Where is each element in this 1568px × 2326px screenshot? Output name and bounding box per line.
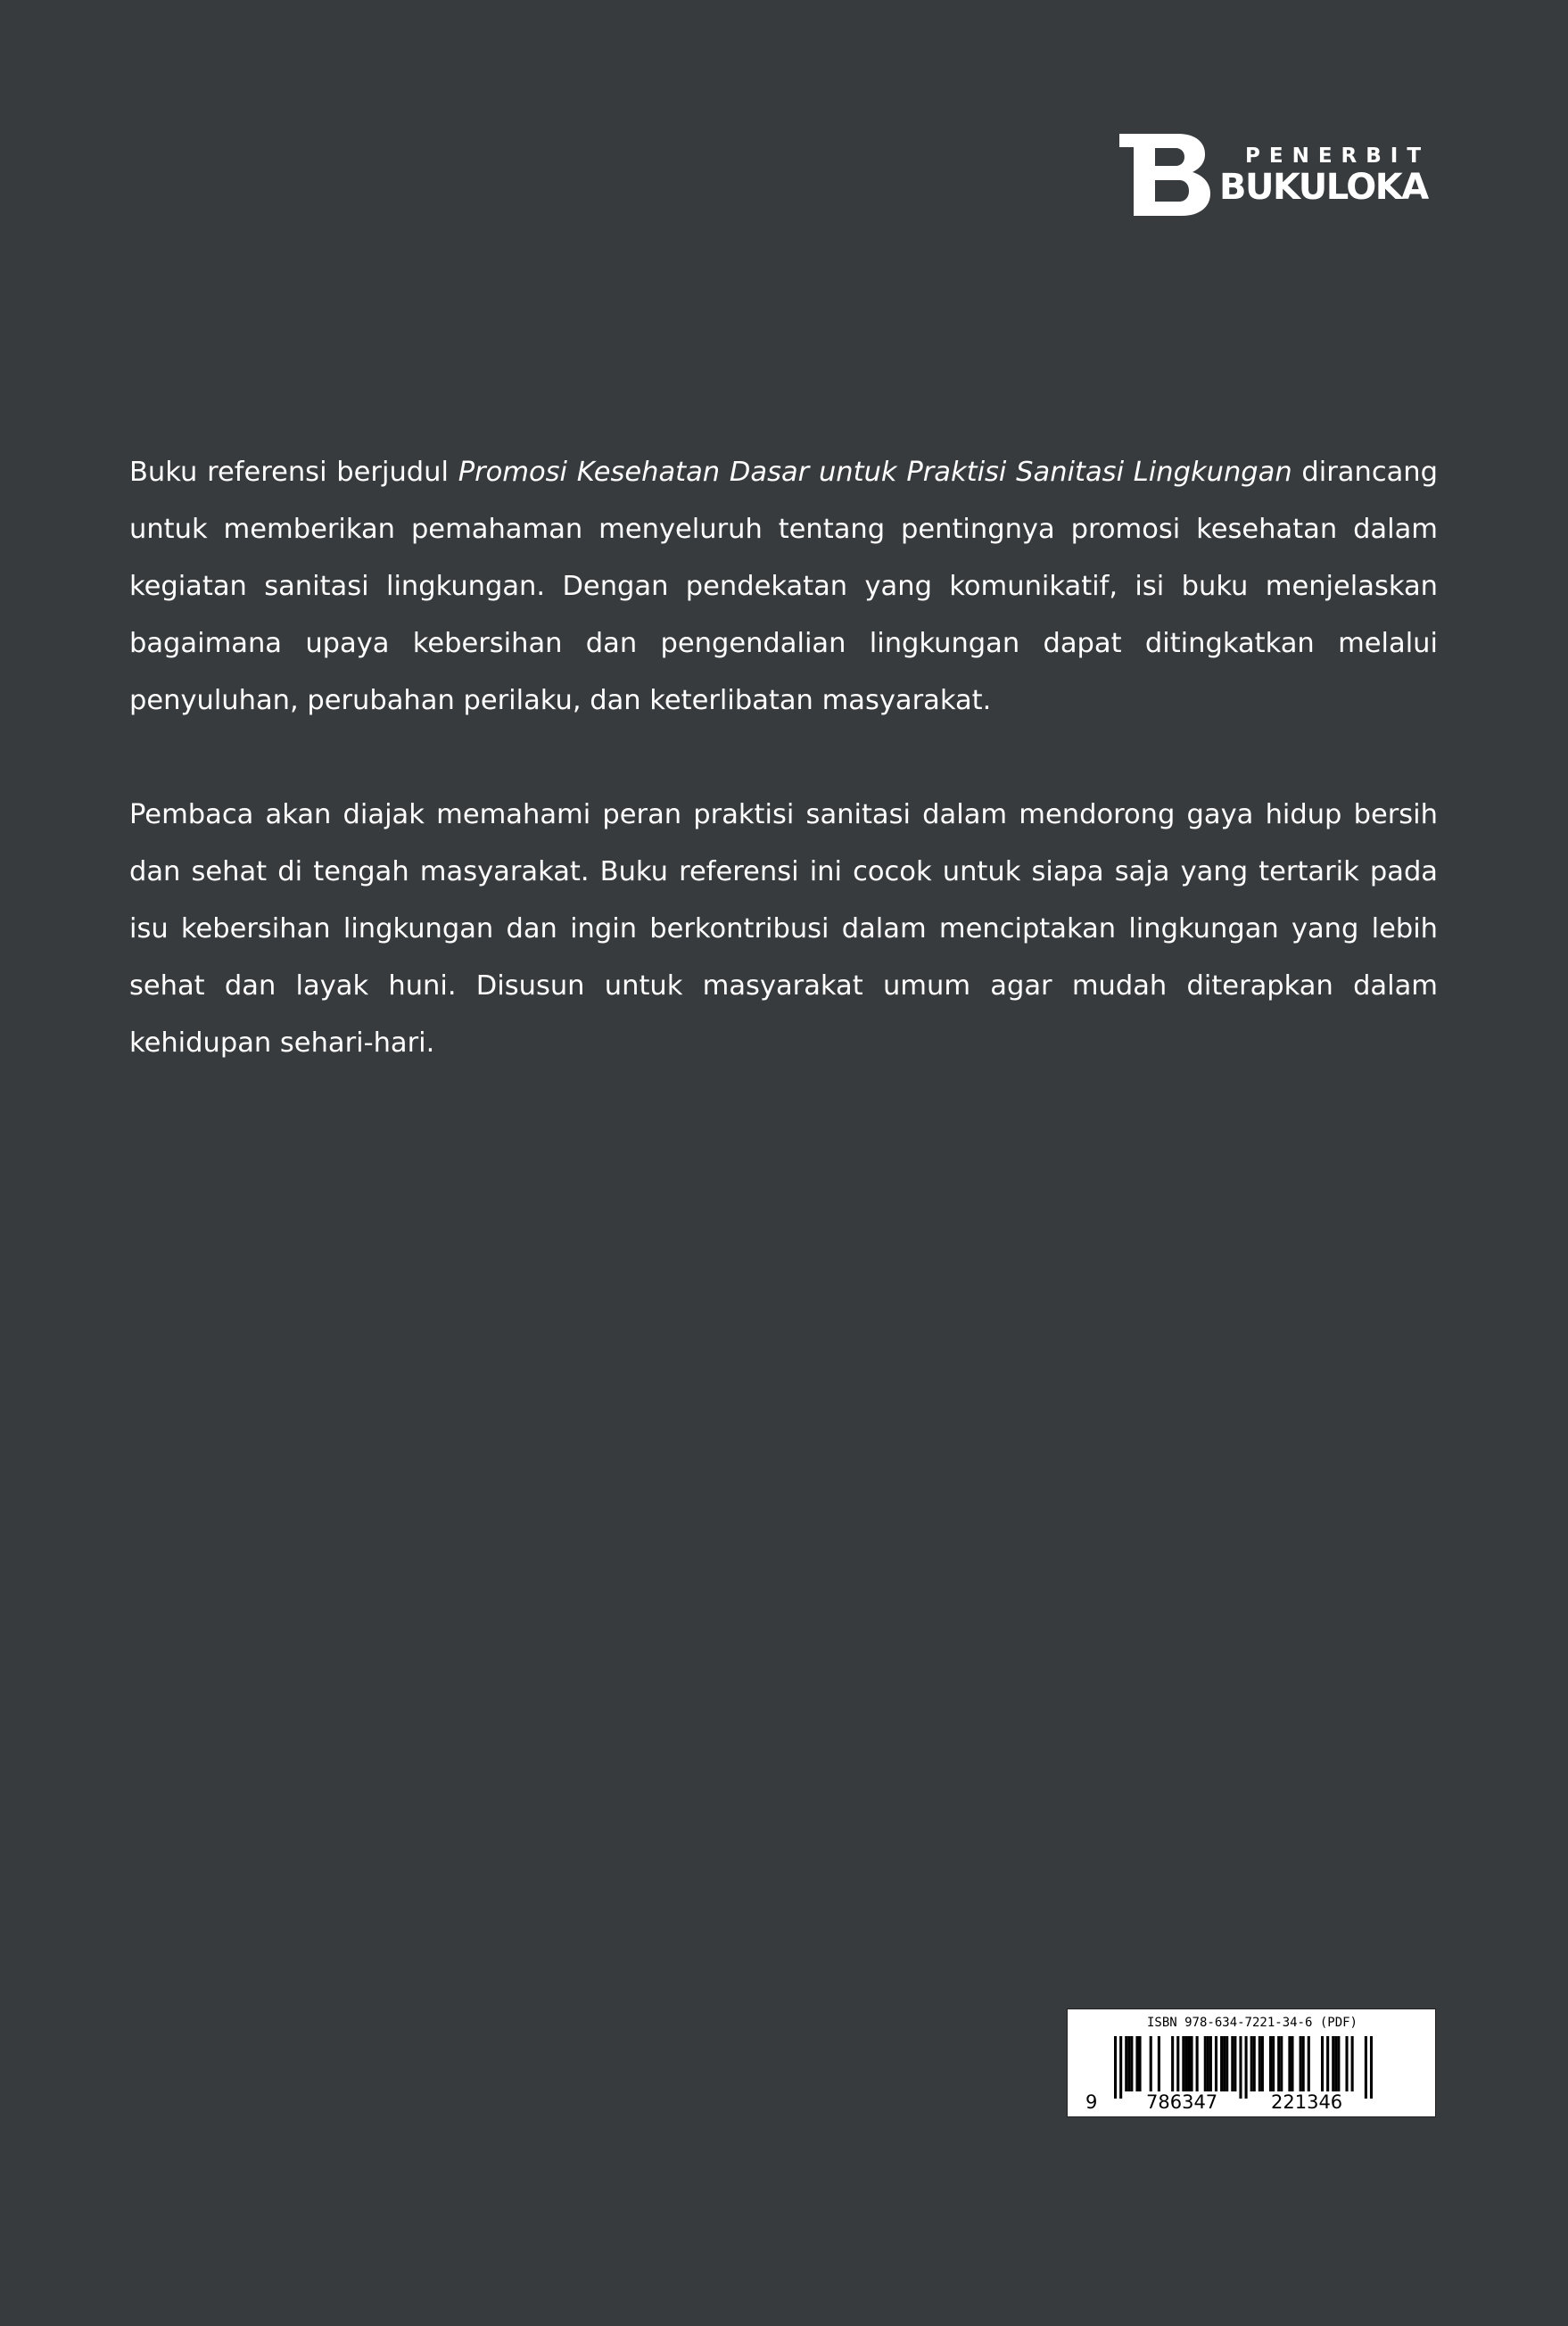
publisher-name: BUKULOKA	[1219, 167, 1428, 208]
barcode-bar	[1204, 2036, 1207, 2091]
barcode-bar	[1150, 2036, 1152, 2091]
barcode-bar	[1182, 2036, 1184, 2091]
barcode-bar	[1365, 2036, 1367, 2099]
barcode-bar	[1125, 2036, 1127, 2091]
barcode-bar	[1158, 2036, 1160, 2091]
barcode-bar	[1370, 2036, 1373, 2099]
book-title: Promosi Kesehatan Dasar untuk Praktisi Sanitasi Lingkungan	[458, 457, 1292, 488]
barcode-bar	[1135, 2036, 1138, 2091]
isbn-digits-right: 221346	[1271, 2091, 1343, 2113]
barcode-bar	[1239, 2036, 1242, 2099]
isbn-digit-first: 9	[1085, 2091, 1098, 2113]
barcode-bar	[1215, 2036, 1217, 2091]
barcode-bar	[1176, 2036, 1179, 2091]
barcode-bar	[1288, 2036, 1291, 2091]
barcode-bar	[1261, 2036, 1264, 2091]
description-paragraph-1	[129, 444, 1438, 730]
barcode-bar	[1272, 2036, 1275, 2091]
isbn-digits-left: 786347	[1146, 2091, 1218, 2113]
barcode-bar	[1171, 2036, 1174, 2091]
barcode-bar	[1223, 2036, 1226, 2091]
barcode-bars	[1114, 2036, 1373, 2099]
barcode-bar	[1130, 2036, 1133, 2091]
barcode-bar	[1321, 2036, 1324, 2091]
barcode-bar	[1220, 2036, 1223, 2091]
barcode-bar	[1332, 2036, 1334, 2091]
publisher-label-small: PENERBIT	[1245, 144, 1431, 168]
barcode-bar	[1269, 2036, 1272, 2091]
barcode-bar	[1231, 2036, 1234, 2091]
barcode-bar	[1207, 2036, 1209, 2091]
barcode-bar	[1337, 2036, 1340, 2091]
isbn-barcode	[1067, 2008, 1436, 2117]
barcode-bar	[1114, 2036, 1117, 2099]
barcode-bar	[1245, 2036, 1248, 2099]
description-continuation: dirancang untuk memberikan pemahaman menyeluruh tentang pentingnya promosi kesehatan dalam kegiatan sanitasi lingkungan. Dengan pendekatan yang komunikatif, isi buku menjelaskan bagaimana upaya kebersihan dan pengendalian lingkungan dapat ditingkatkan melalui penyuluhan, perubahan perilaku, dan keterlibatan masyarakat.	[129, 457, 1438, 716]
isbn-label: ISBN 978-634-7221-34-6 (PDF)	[1146, 2016, 1358, 2030]
barcode-bar	[1277, 2036, 1280, 2091]
barcode-bar	[1302, 2036, 1305, 2091]
barcode-bar	[1138, 2036, 1141, 2091]
barcode-bar	[1291, 2036, 1293, 2091]
barcode-bar	[1226, 2036, 1228, 2091]
barcode-bar	[1119, 2036, 1122, 2099]
barcode-bar	[1253, 2036, 1256, 2091]
book-description	[129, 444, 1438, 1129]
barcode-bar	[1280, 2036, 1283, 2091]
barcode-bar	[1259, 2036, 1261, 2091]
barcode-bar	[1196, 2036, 1199, 2091]
barcode-bar	[1250, 2036, 1253, 2091]
barcode-bar	[1234, 2036, 1236, 2091]
barcode-bar	[1209, 2036, 1212, 2091]
description-paragraph-2: Pembaca akan diajak memahami peran praktisi sanitasi dalam mendorong gaya hidup bersih dan sehat di tengah masyarakat. Buku referensi ini cocok untuk siapa saja yang tertarik pada isu kebersihan lingkungan dan ingin berkontribusi dalam menciptakan lingkungan yang lebih sehat dan layak huni. Disusun untuk masyarakat umum agar mudah diterapkan dalam kehidupan sehari-hari.	[129, 799, 1438, 1059]
barcode-bar	[1190, 2036, 1193, 2091]
barcode-bar	[1300, 2036, 1302, 2091]
barcode-bar	[1308, 2036, 1310, 2091]
barcode-bar	[1351, 2036, 1354, 2091]
description-intro: Buku referensi berjudul	[129, 457, 458, 488]
barcode-bar	[1187, 2036, 1190, 2091]
barcode-bar	[1184, 2036, 1187, 2091]
barcode-bar	[1345, 2036, 1348, 2091]
letter-b-logo-icon	[1119, 134, 1210, 216]
barcode-bar	[1326, 2036, 1329, 2091]
barcode-bar	[1127, 2036, 1130, 2091]
publisher-logo	[1119, 134, 1440, 216]
barcode-bar	[1334, 2036, 1337, 2091]
